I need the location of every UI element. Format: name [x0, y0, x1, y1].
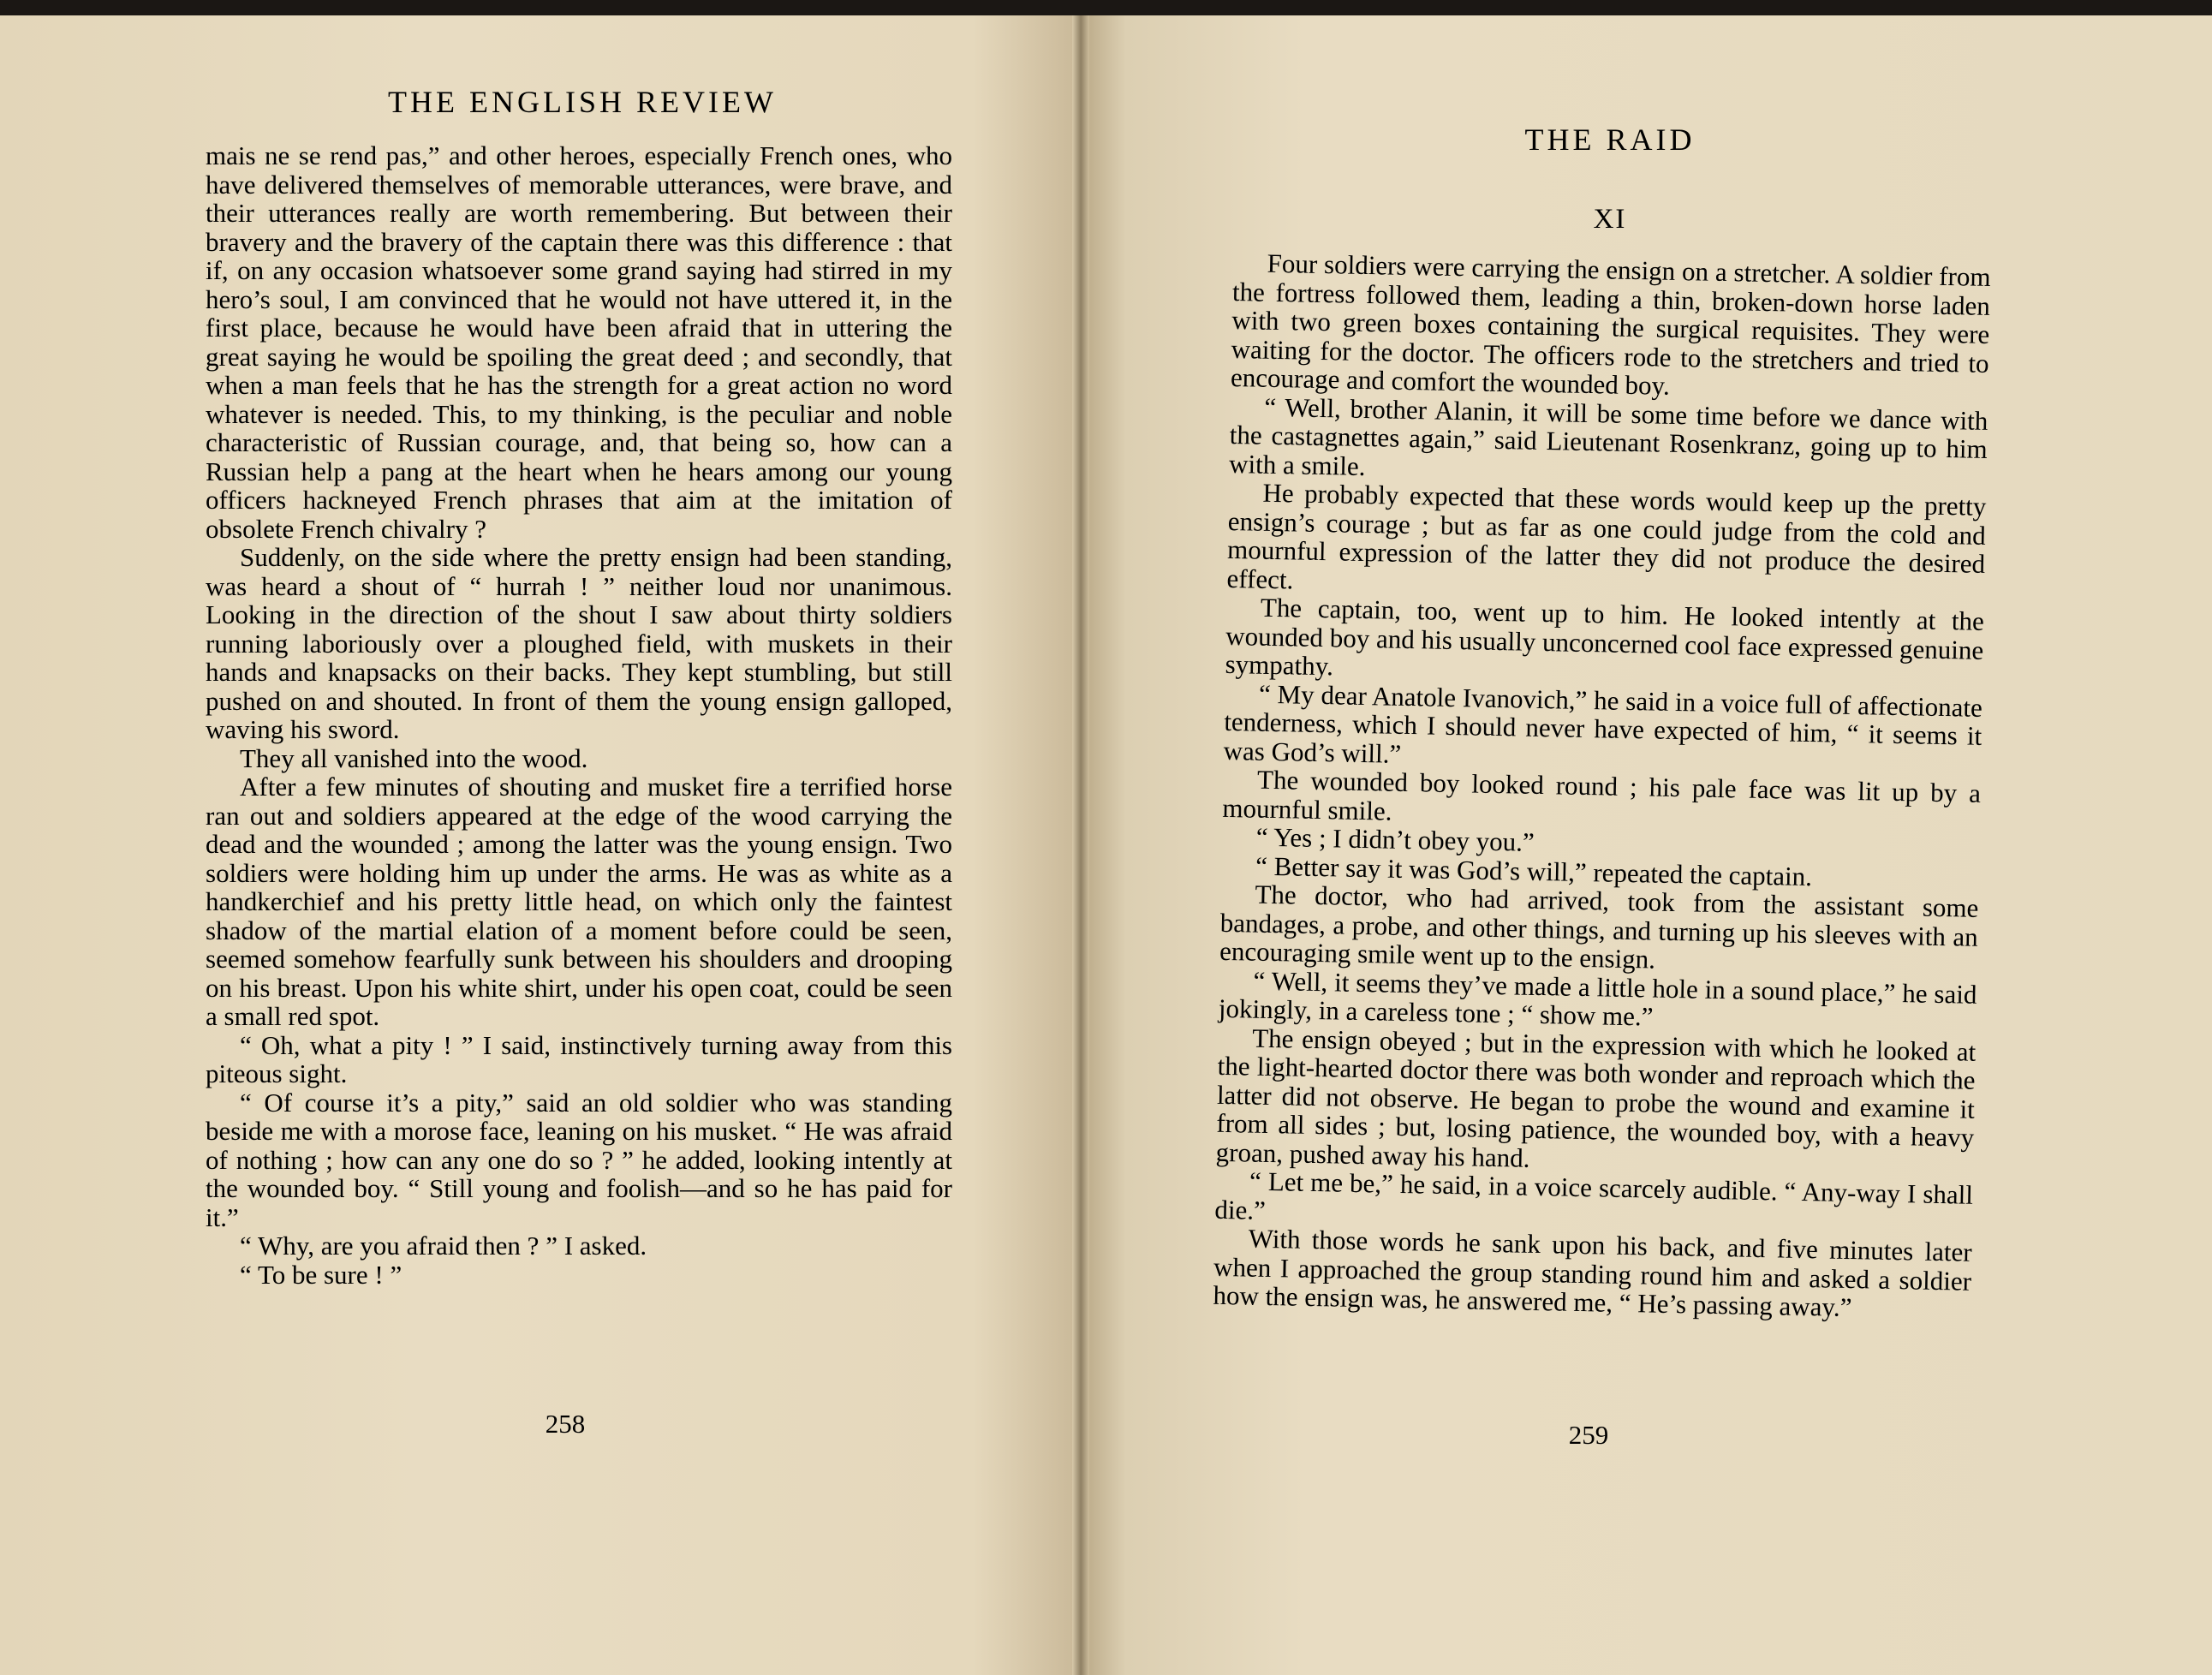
paragraph: The wounded boy looked round ; his pale face was lit up by a mournful smile. [1222, 764, 1982, 826]
paragraph: Suddenly, on the side where the pretty ensign had been standing, was heard a shout of “ hurrah ! ” neither loud nor unanimous. Looking in the direction of the shout I saw about thirty soldiers running laboriously over a ploughed field, with muskets in their hands and knapsacks on their backs. They kept stumbling, but still pushed on and shouted. In front of them the young ensign galloped, waving his sword. [206, 542, 952, 744]
paragraph: The captain, too, went up to him. He looked intently at the wounded boy and his usually unconcerned cool face expressed genuine sympathy. [1225, 592, 1985, 682]
left-page-number: 258 [545, 1409, 586, 1439]
right-running-head: THE RAID [1524, 122, 1696, 157]
paragraph: “ Yes ; I didn’t obey you.” [1255, 821, 1535, 857]
paragraph: “ To be sure ! ” [240, 1259, 402, 1290]
paragraph: The doctor, who had arrived, took from the assistant some bandages, a probe, and other things, and turning up his sleeves with an encouraging smile went up to the ensign. [1219, 879, 1979, 975]
paragraph: mais ne se rend pas,” and other heroes, especially French ones, who have delivered themselves of memorable utterances, were brave, and their utterances really are worth remembering. But between their bravery and the bravery of the captain there was this difference : that if, on any occasion whatsoever some grand saying had stirred in my hero’s soul, I am convinced that he would not have uttered it, in the first place, because he would have been afraid that in uttering the great saying he would be spoiling the great deed ; and secondly, that when a man feels that he has the strength for a great action no word whatever is needed. This, to my thinking, is the peculiar and noble characteristic of Russian courage, and, that being so, how can a Russian help a pang at the heart when he hears among our young officers hackneyed French phrases that aim at the imitation of obsolete French chivalry ? [206, 140, 952, 544]
paragraph: “ Why, are you afraid then ? ” I asked. [240, 1231, 647, 1261]
left-running-head: THE ENGLISH REVIEW [388, 85, 777, 119]
paragraph: With those words he sank upon his back, and five minutes later when I approached the group standing round him and asked a soldier how the ensign was, he answered me, “ He’s passing away.” [1213, 1223, 1972, 1323]
paragraph: “ Well, it seems they’ve made a little hole in a sound place,” he said jokingly, in a careless tone ; “ show me.” [1218, 965, 1977, 1032]
book-gutter [1072, 15, 1089, 1675]
paragraph: “ Of course it’s a pity,” said an old soldier who was standing beside me with a morose face, leaning on his musket. “ He was afraid of nothing ; how can any one do so ? ” he added, looking intently at the wounded boy. “ Still young and foolish—and so he has paid for it.” [206, 1087, 952, 1232]
paragraph: He probably expected that these words would keep up the pretty ensign’s courage ; but as far as one could judge from the cold and mournful expression of the latter they did not produce the desired effect. [1226, 477, 1987, 594]
paragraph: “ Well, brother Alanin, it will be some time before we dance with the castagnettes again,” said Lieutenant Rosenkranz, going up to him with a smile. [1228, 391, 1988, 481]
left-page-body [206, 141, 952, 1289]
paragraph: “ Oh, what a pity ! ” I said, instinctively turning away from this piteous sight. [206, 1029, 952, 1088]
paragraph: The ensign obeyed ; but in the expression with which he looked at the light-hearted doctor there was both wonder and reproach which the latter did not observe. He began to probe the wound and examine it from all sides ; but, losing patience, the wounded boy, with a heavy groan, pushed away his hand. [1215, 1022, 1976, 1173]
paragraph: “ Let me be,” he said, in a voice scarcely audible. “ Any-way I shall die.” [1214, 1165, 1974, 1225]
paragraph: They all vanished into the wood. [240, 742, 588, 773]
paragraph: After a few minutes of shouting and musket fire a terrified horse ran out and soldiers appeared at the edge of the wood carrying the dead and the wounded ; among the latter was the young ensign. Two soldiers were holding him up under the arms. He was as white as a handkerchief and his pretty little head, on which only the faintest shadow of the martial elation of a moment before could be seen, seemed somehow fearfully sunk between his shoulders and drooping on his breast. Upon his white shirt, under his open coat, could be seen a small red spot. [206, 772, 952, 1031]
chapter-number: XI [1593, 204, 1627, 235]
paragraph: “ My dear Anatole Ivanovich,” he said in a voice full of affectionate tenderness, which I should never have expected of him, “ it seems it was God’s will.” [1223, 678, 1983, 769]
paragraph: “ Better say it was God’s will,” repeated the captain. [1255, 850, 1813, 891]
right-page-number: 259 [1568, 1420, 1609, 1450]
paragraph: Four soldiers were carrying the ensign on a stretcher. A soldier from the fortress followed them, leading a thin, broken-down horse laden with two green boxes containing the surgical requisites. They were waiting for the doctor. The officers rode to the stretchers and tried to encourage and comfort the wounded boy. [1230, 247, 1991, 401]
right-page-body [1213, 248, 1991, 1324]
